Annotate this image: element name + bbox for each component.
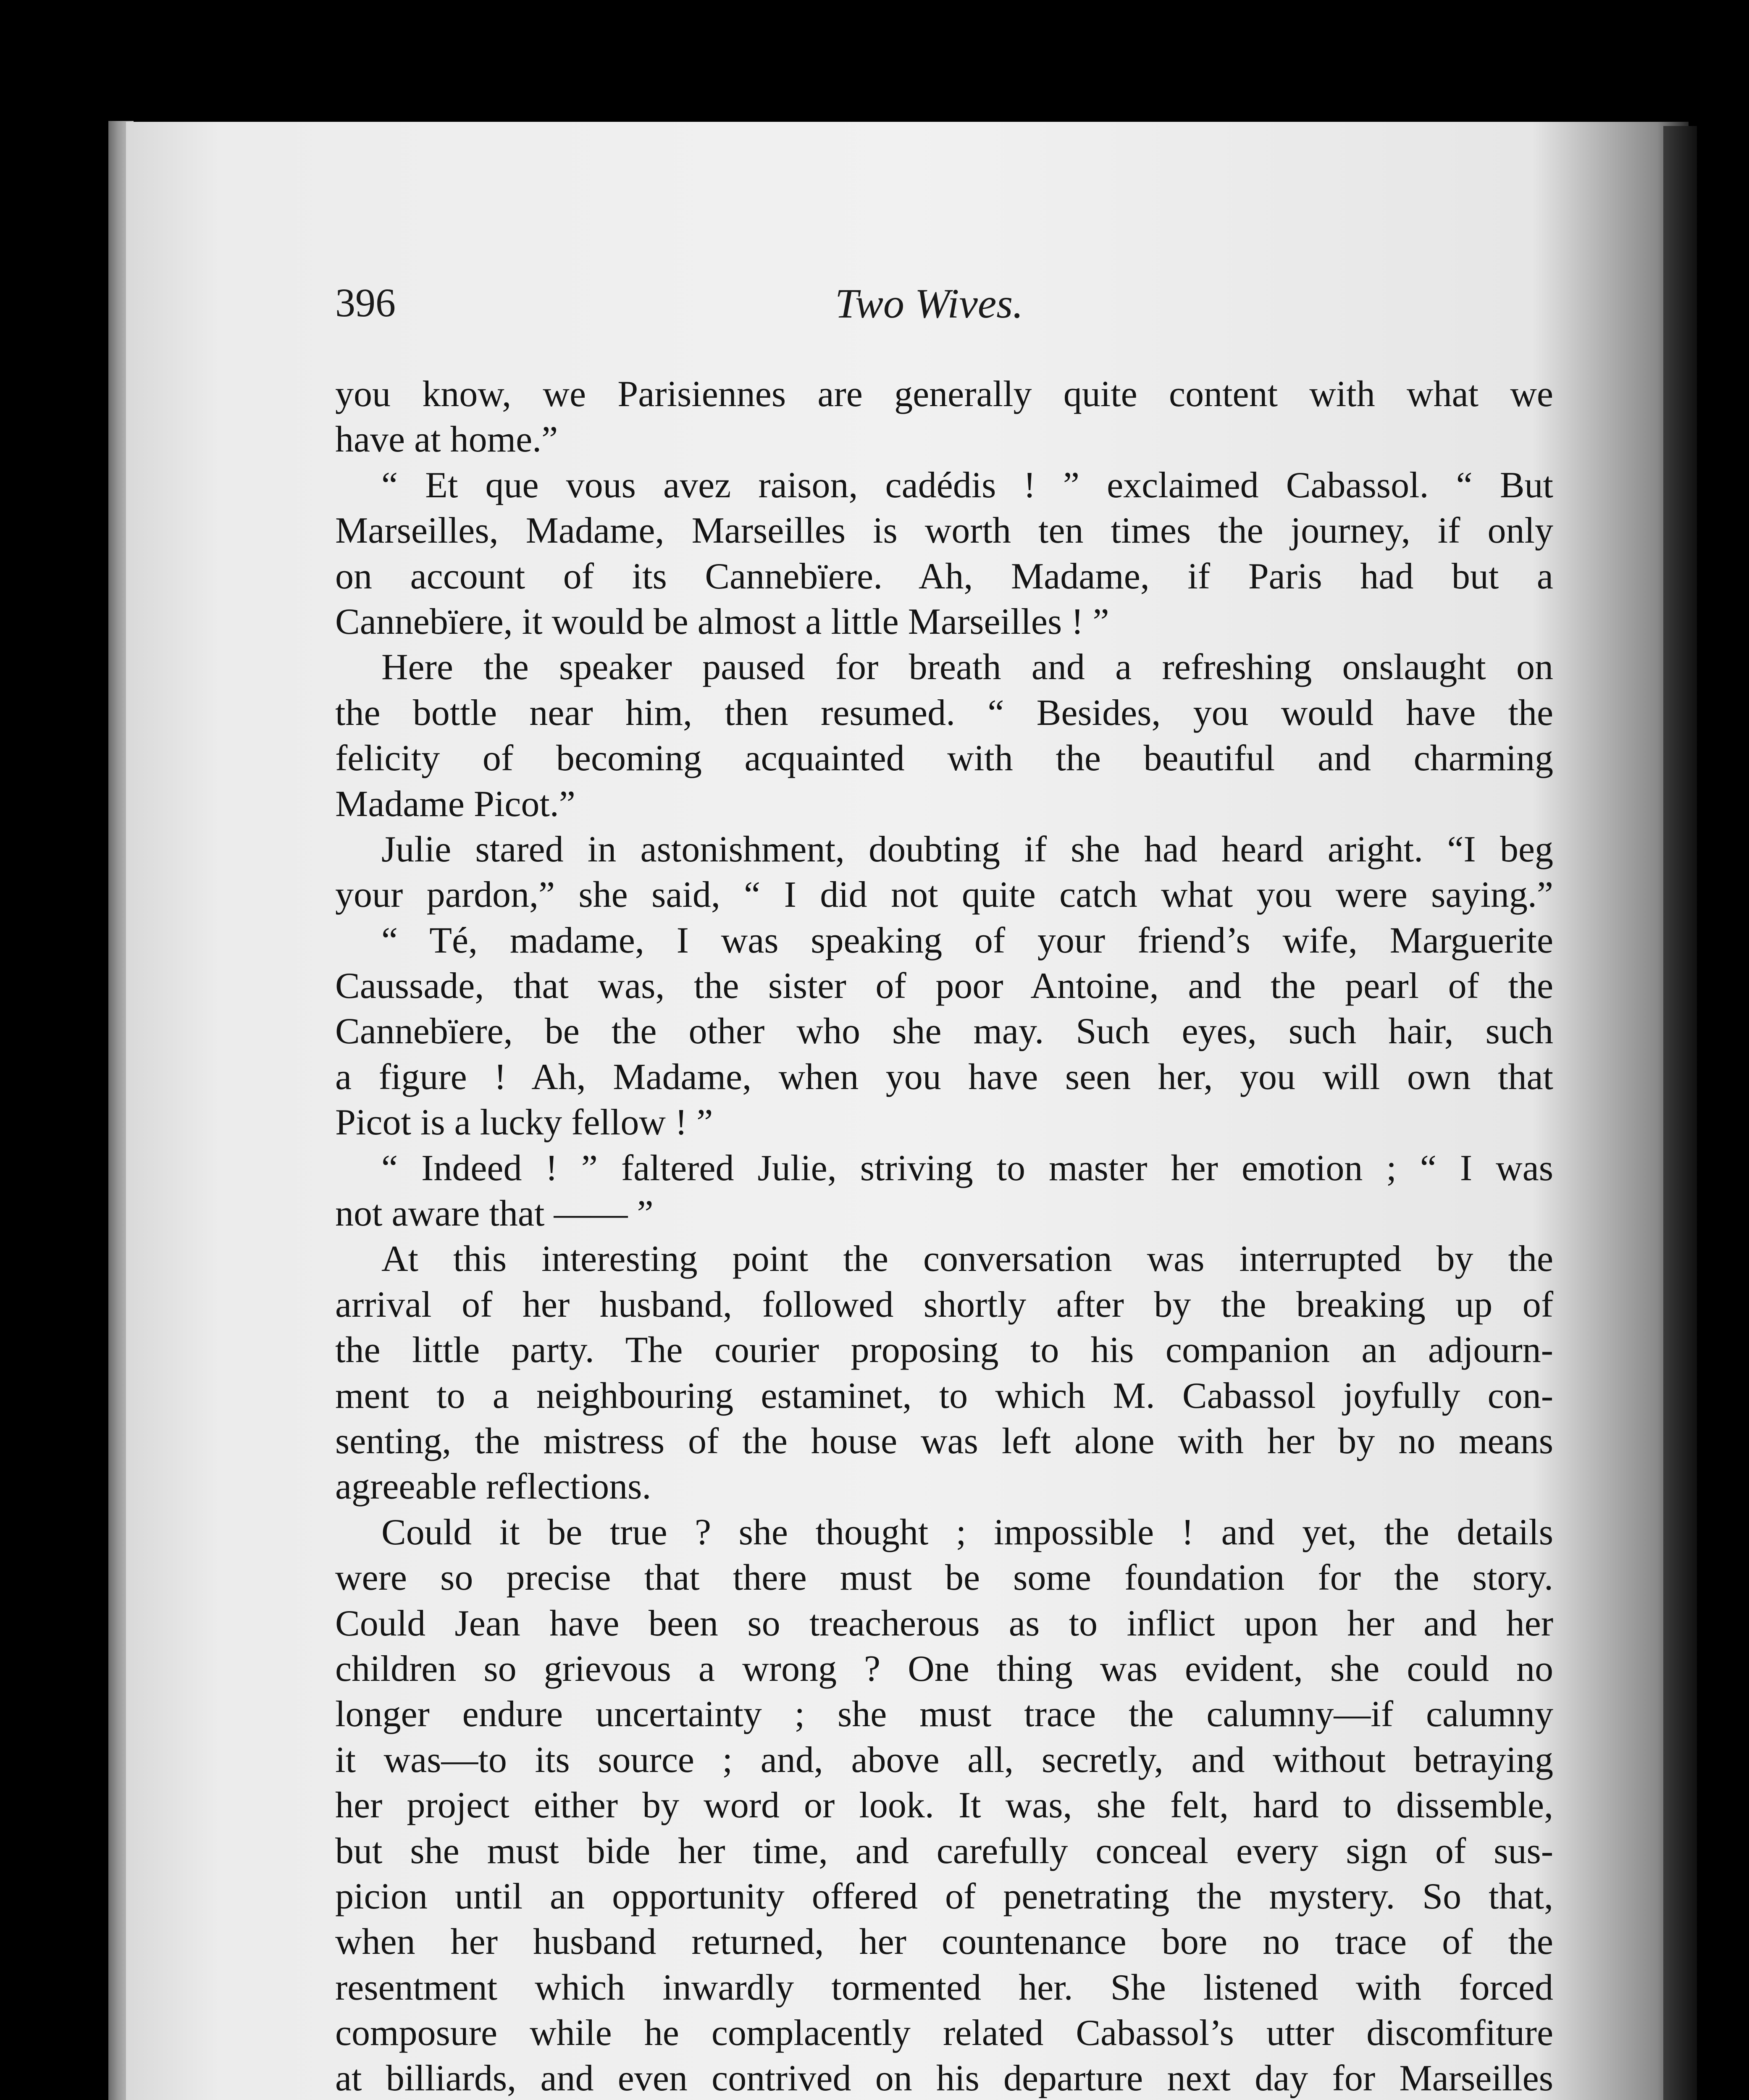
text-line: “ Té, madame, I was speaking of your friend’s wife, Marguerite bbox=[381, 920, 1553, 961]
text-line: “ Et que vous avez raison, cadédis ! ” exclaimed Cabassol. “ But bbox=[381, 465, 1553, 506]
page-gutter-shadow bbox=[1663, 126, 1697, 2100]
text-line: a figure ! Ah, Madame, when you have seen her, you will own that bbox=[335, 1056, 1553, 1097]
text-line: picion until an opportunity offered of penetrating the mystery. So that, bbox=[335, 1876, 1553, 1917]
body-text bbox=[335, 372, 1553, 2100]
text-line: Could Jean have been so treacherous as to inflict upon her and her bbox=[335, 1603, 1553, 1644]
text-line: but she must bide her time, and carefully conceal every sign of sus- bbox=[335, 1830, 1553, 1872]
text-line: Cannebïere, be the other who she may. Such eyes, such hair, such bbox=[335, 1011, 1553, 1052]
text-line: arrival of her husband, followed shortly after by the breaking up of bbox=[335, 1284, 1553, 1325]
text-line: felicity of becoming acquainted with the beautiful and charming bbox=[335, 738, 1553, 779]
text-line: you know, we Parisiennes are generally quite content with what we bbox=[335, 374, 1553, 415]
text-line: when her husband returned, her countenance bore no trace of the bbox=[335, 1922, 1553, 1963]
text-line: resentment which inwardly tormented her. She listened with forced bbox=[335, 1967, 1553, 2008]
text-line: on account of its Cannebïere. Ah, Madame, if Paris had but a bbox=[335, 556, 1553, 597]
running-title: Two Wives. bbox=[835, 280, 1024, 327]
text-line: children so grievous a wrong ? One thing was evident, she could no bbox=[335, 1648, 1553, 1689]
text-line: senting, the mistress of the house was left alone with her by no means bbox=[335, 1420, 1553, 1462]
text-line: Could it be true ? she thought ; impossible ! and yet, the details bbox=[381, 1512, 1553, 1553]
text-line: your pardon,” she said, “ I did not quite catch what you were saying.” bbox=[335, 874, 1553, 916]
text-line: at billiards, and even contrived on his departure next day for Marseilles bbox=[335, 2058, 1553, 2099]
text-line: ment to a neighbouring estaminet, to which M. Cabassol joyfully con- bbox=[335, 1375, 1553, 1416]
text-line: her project either by word or look. It was, she felt, hard to dissemble, bbox=[335, 1785, 1553, 1826]
text-line: Caussade, that was, the sister of poor Antoine, and the pearl of the bbox=[335, 966, 1553, 1007]
text-line: not aware that —— ” bbox=[335, 1193, 654, 1234]
text-line: were so precise that there must be some foundation for the story. bbox=[335, 1557, 1553, 1599]
text-line: Cannebïere, it would be almost a little Marseilles ! ” bbox=[335, 601, 1109, 642]
text-line: Marseilles, Madame, Marseilles is worth ten times the journey, if only bbox=[335, 510, 1553, 551]
text-line: the bottle near him, then resumed. “ Besides, you would have the bbox=[335, 692, 1553, 733]
text-line: Picot is a lucky fellow ! ” bbox=[335, 1102, 713, 1143]
text-line: the little party. The courier proposing to his companion an adjourn- bbox=[335, 1330, 1553, 1371]
text-line: it was—to its source ; and, above all, secretly, and without betraying bbox=[335, 1739, 1553, 1780]
text-line: “ Indeed ! ” faltered Julie, striving to master her emotion ; “ I was bbox=[381, 1147, 1553, 1189]
text-line: longer endure uncertainty ; she must trace the calumny—if calumny bbox=[335, 1694, 1553, 1735]
text-line: At this interesting point the conversation was interrupted by the bbox=[381, 1239, 1553, 1280]
text-line: have at home.” bbox=[335, 419, 558, 460]
text-line: Madame Picot.” bbox=[335, 783, 575, 824]
text-line: Here the speaker paused for breath and a refreshing onslaught on bbox=[381, 647, 1553, 688]
page-number: 396 bbox=[335, 280, 396, 325]
text-line: composure while he complacently related Cabassol’s utter discomfiture bbox=[335, 2013, 1553, 2054]
text-line: Julie stared in astonishment, doubting if she had heard aright. “I beg bbox=[381, 829, 1553, 870]
text-line: agreeable reflections. bbox=[335, 1466, 651, 1507]
page-header bbox=[335, 279, 1133, 342]
